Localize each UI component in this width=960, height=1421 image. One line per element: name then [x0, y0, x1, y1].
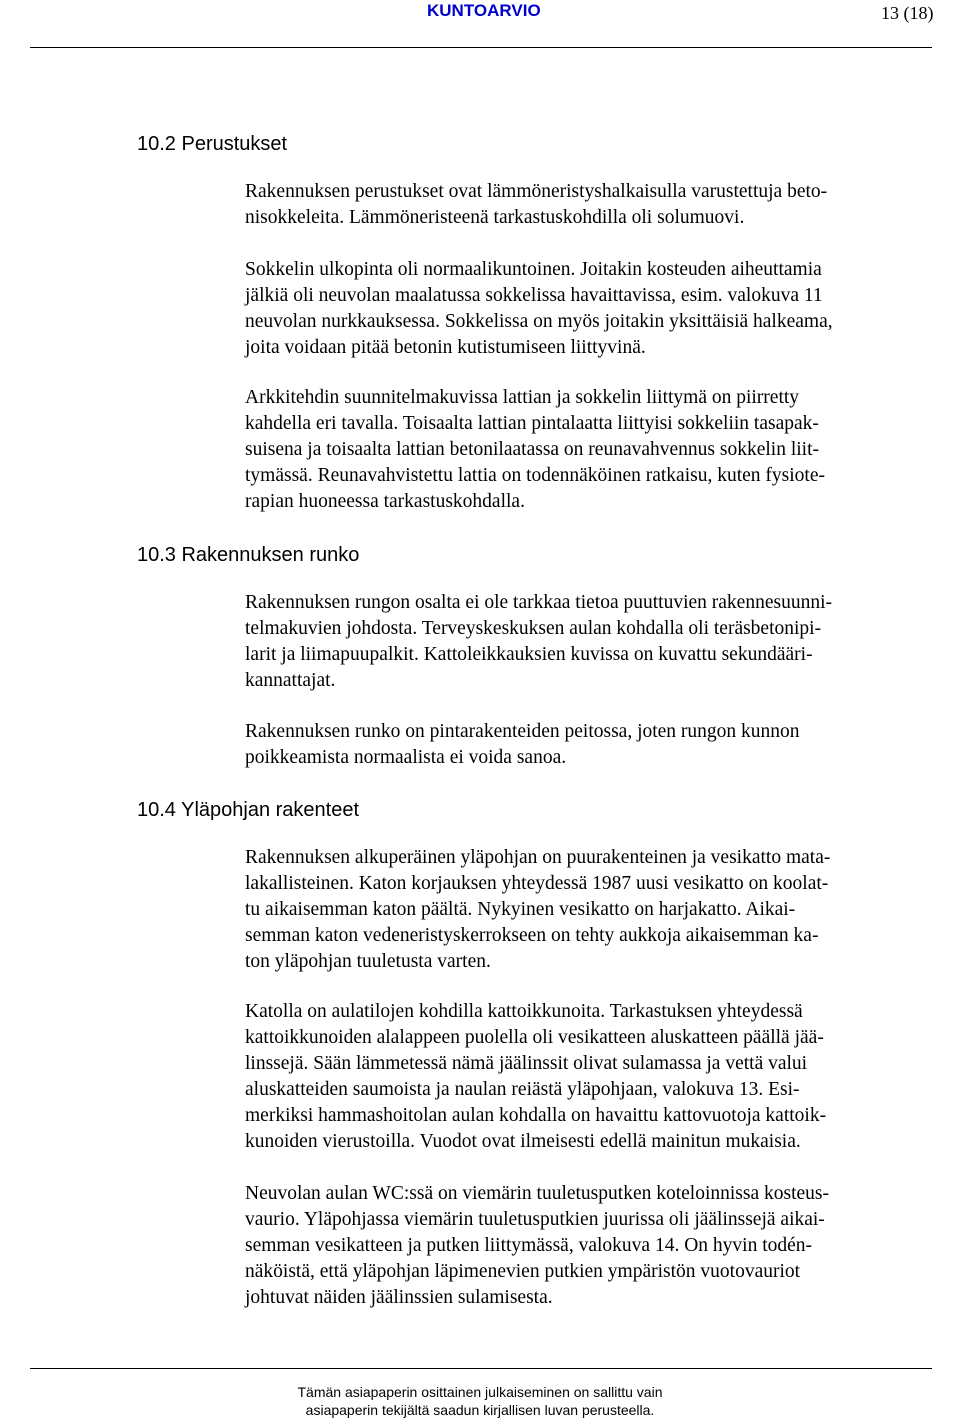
text-line: Rakennuksen rungon osalta ei ole tarkkaa tietoa puuttuvien rakennesuunni- [245, 592, 832, 613]
text-line: larit ja liimapuupalkit. Kattoleikkauksien kuvissa on kuvattu sekundääri- [245, 644, 813, 666]
text-line: tu aikaisemman katon päältä. Nykyinen vesikatto on harjakatto. Aikai- [245, 899, 796, 921]
text-line: johtuvat näiden jäälinssien sulamisesta. [245, 1287, 553, 1309]
text-line: poikkeamista normaalista ei voida sanoa. [245, 747, 567, 769]
heading-10-2-perustukset: 10.2 Perustukset [137, 133, 288, 155]
text-line: kunoiden vierustoilla. Vuodot ovat ilmeisesti edellä mainitun mukaisia. [245, 1131, 801, 1153]
text-line: ton yläpohjan tuuletusta varten. [245, 951, 491, 973]
page-number: 13 (18) [881, 3, 934, 23]
text-line: linssejä. Sään lämmetessä nämä jäälinssit olivat sulamassa ja vettä valui [245, 1053, 808, 1075]
text-line: lakallisteinen. Katon korjauksen yhteydessä 1987 uusi vesikatto on koolat- [245, 873, 829, 895]
footer-notice-line-2: asiapaperin tekijältä saadun kirjallisen luvan perusteella. [305, 1402, 655, 1418]
text-line: kannattajat. [245, 670, 336, 692]
paragraph-runko-2 [245, 719, 905, 771]
text-line: semman katon vedeneristyskerrokseen on tehty aukkoja aikaisemman ka- [245, 925, 819, 947]
text-line: neuvolan nurkkauksessa. Sokkelissa on myös joitakin yksittäisiä halkeama, [245, 311, 833, 333]
footer-divider [30, 1368, 932, 1369]
text-line: jälkiä oli neuvolan maalatussa sokkelissa havaittavissa, esim. valokuva 11 [245, 285, 823, 307]
text-line: nisokkeleita. Lämmöneristeenä tarkastuskohdilla oli solumuovi. [245, 207, 745, 229]
text-line: joita voidaan pitää betonin kutistumiseen liittyvinä. [245, 337, 646, 359]
heading-10-3-rakennuksen-runko: 10.3 Rakennuksen runko [137, 544, 360, 566]
text-line: Rakennuksen perustukset ovat lämmöneristyshalkaisulla varustettuja beto- [245, 181, 828, 202]
paragraph-ylapohja-2 [245, 999, 905, 1156]
paragraph-perustukset-3 [245, 385, 905, 515]
text-line: telmakuvien johdosta. Terveyskeskuksen aulan kohdalla oli teräsbetonipi- [245, 618, 822, 640]
text-line: Neuvolan aulan WC:ssä on viemärin tuuletusputken koteloinnissa kosteus- [245, 1183, 830, 1204]
paragraph-runko-1 [245, 590, 905, 694]
text-line: Sokkelin ulkopinta oli normaalikuntoinen. Joitakin kosteuden aiheuttamia [245, 259, 822, 280]
text-line: tymässä. Reunavahvistettu lattia on todennäköinen ratkaisu, kuten fysiote- [245, 465, 825, 487]
paragraph-ylapohja-1 [245, 845, 905, 975]
heading-10-4-ylapohjan-rakenteet: 10.4 Yläpohjan rakenteet [137, 799, 360, 821]
text-line: Arkkitehdin suunnitelmakuvissa lattian ja sokkelin liittymä on piirretty [245, 387, 800, 408]
text-line: merkiksi hammashoitolan aulan kohdalla on havaittu kattovuotoja kattoik- [245, 1105, 827, 1127]
document-header-title: KUNTOARVIO [427, 1, 541, 20]
text-line: Rakennuksen runko on pintarakenteiden peitossa, joten rungon kunnon [245, 721, 800, 742]
text-line: semman vesikatteen ja putken liittymässä, valokuva 14. On hyvin todén- [245, 1235, 813, 1257]
footer-notice-line-1: Tämän asiapaperin osittainen julkaiseminen on sallittu vain [297, 1384, 663, 1400]
text-line: Rakennuksen alkuperäinen yläpohjan on puurakenteinen ja vesikatto mata- [245, 847, 831, 868]
text-line: Katolla on aulatilojen kohdilla kattoikkunoita. Tarkastuksen yhteydessä [245, 1001, 803, 1022]
text-line: kattoikkunoiden alalappeen puolella oli vesikatteen aluskatteen päällä jää- [245, 1027, 824, 1049]
text-line: vaurio. Yläpohjassa viemärin tuuletusputkien juurissa oli jäälinssejä aikai- [245, 1209, 825, 1231]
header-divider [30, 47, 932, 48]
text-line: suisena ja toisaalta lattian betonilaatassa on reunavahvennus sokkelin liit- [245, 439, 820, 461]
paragraph-perustukset-1 [245, 179, 905, 231]
paragraph-perustukset-2 [245, 257, 905, 361]
text-line: rapian huoneessa tarkastuskohdalla. [245, 491, 525, 513]
text-line: näköistä, että yläpohjan läpimenevien putkien ympäristön vuotovauriot [245, 1261, 801, 1283]
text-line: aluskatteiden saumoista ja naulan reiästä yläpohjaan, valokuva 13. Esi- [245, 1079, 800, 1101]
text-line: kahdella eri tavalla. Toisaalta lattian pintalaatta liittyisi sokkeliin tasapak- [245, 413, 819, 435]
paragraph-ylapohja-3 [245, 1181, 905, 1311]
